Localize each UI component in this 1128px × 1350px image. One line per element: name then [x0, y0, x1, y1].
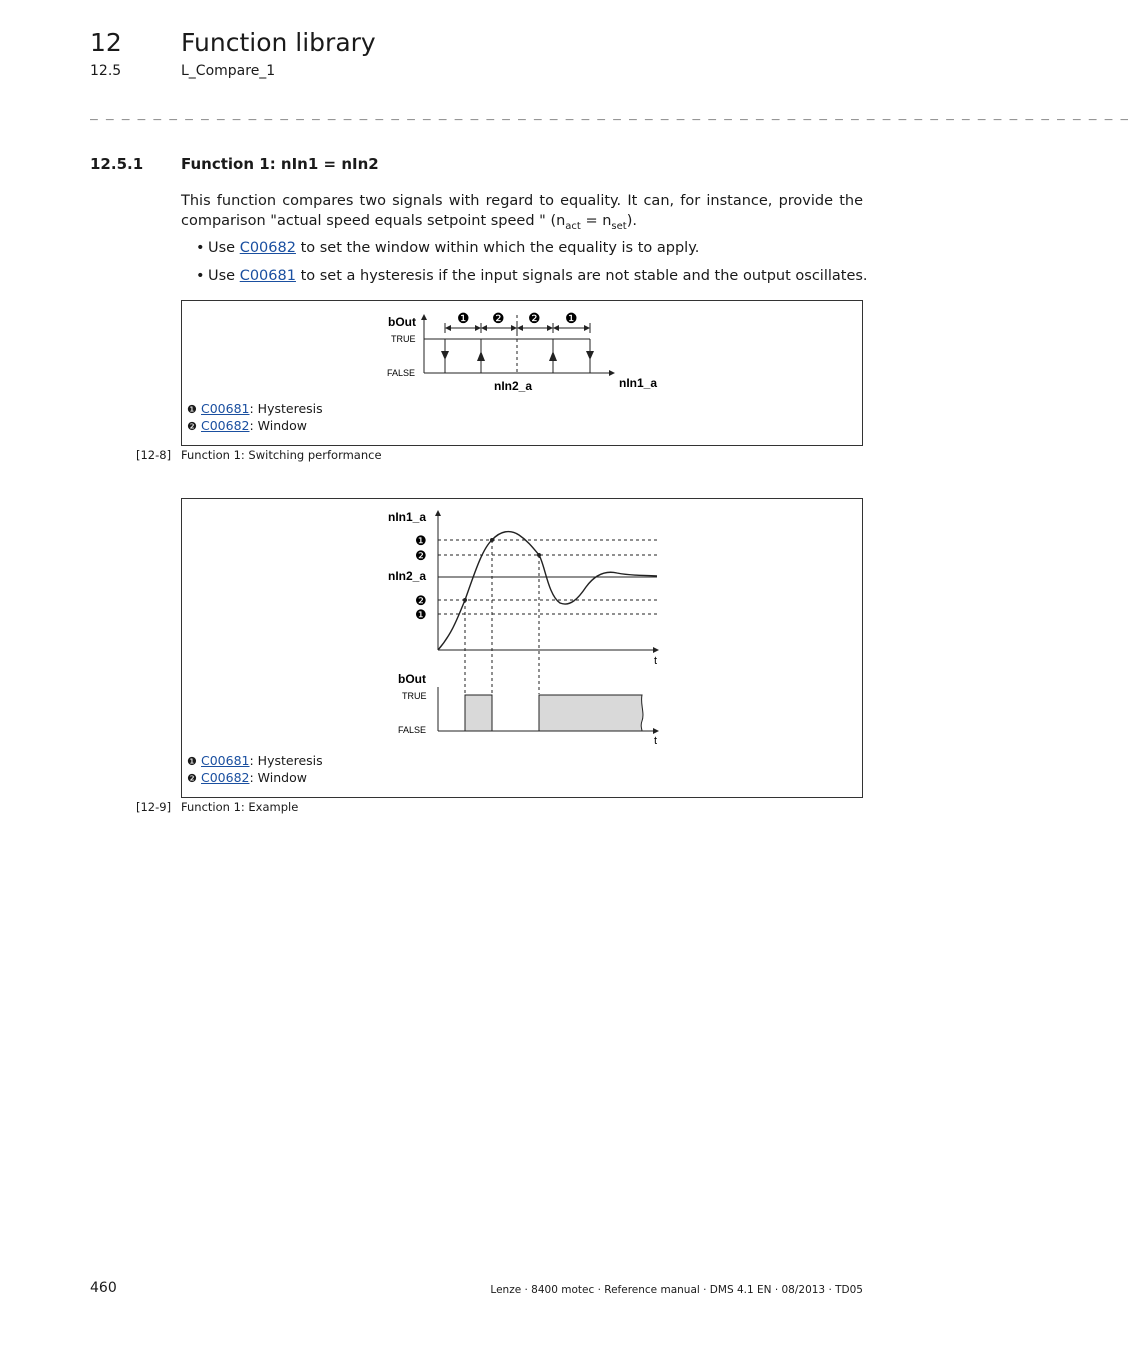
fig2-marker-2-bottom: ❷	[415, 593, 427, 608]
fig2-marker-2-top: ❷	[415, 548, 427, 563]
figure-2-caption-number: [12-9]	[136, 800, 172, 814]
fig1-legend-item	[187, 401, 323, 416]
bullet-item	[196, 240, 699, 256]
chapter-title: Function library	[181, 28, 376, 57]
figure-2-box	[181, 498, 863, 798]
fig2-marker-1-top: ❶	[415, 533, 427, 548]
link-c00681[interactable]: C00681	[201, 401, 250, 416]
fig1-true-label: TRUE	[391, 334, 416, 344]
intro-sub-set: set	[611, 220, 627, 232]
intro-text-c: ).	[626, 213, 637, 229]
subsection-number: 12.5.1	[90, 155, 144, 173]
legend-text: : Window	[249, 770, 307, 785]
header-rule: _ _ _ _ _ _ _ _ _ _ _ _ _ _ _ _ _ _ _ _ _ _ _ _ _ _ _ _ _ _ _ _ _ _ _ _ _ _ _ _ _ _ _ _ _ _ _ _ _ _ _ _ _ _ _ _ _ _ _ _ _ _ _ _ _ _	[90, 106, 1128, 121]
intro-paragraph	[181, 191, 863, 237]
fig2-t-label-bottom: t	[654, 735, 658, 747]
legend-marker-2: ❷	[187, 772, 197, 785]
fig2-crossing-dots	[463, 538, 541, 602]
fig2-t-label: t	[654, 655, 658, 667]
fig1-marker-1: ❶	[565, 310, 578, 326]
page-number: 460	[90, 1280, 117, 1296]
link-c00681[interactable]: C00681	[201, 753, 250, 768]
bullet-item	[196, 268, 868, 284]
legend-marker-2: ❷	[187, 420, 197, 433]
fig1-false-label: FALSE	[387, 368, 416, 378]
fig2-false-label: FALSE	[398, 725, 427, 735]
legend-marker-1: ❶	[187, 755, 197, 768]
fig2-nin1-label: nIn1_a	[388, 510, 427, 524]
bullet-post: to set the window within which the equality is to apply.	[295, 240, 700, 256]
fig1-axes	[424, 315, 614, 373]
fig1-nin1-label: nIn1_a	[619, 376, 658, 390]
fig2-projection-lines	[465, 540, 539, 694]
fig1-bout-label: bOut	[388, 315, 416, 329]
fig1-marker-2: ❷	[492, 310, 505, 326]
fig2-marker-1-bottom: ❶	[415, 607, 427, 622]
legend-text: : Hysteresis	[249, 753, 323, 768]
link-c00682[interactable]: C00682	[239, 240, 296, 256]
section-number: 12.5	[90, 63, 122, 79]
section-title: L_Compare_1	[181, 63, 276, 79]
intro-text-a: This function compares two signals with regard to equality. It can, for instance, provide the comparison "actual speed equals setpoint speed " (n	[181, 193, 863, 229]
fig2-nin2-label: nIn2_a	[388, 569, 427, 583]
fig1-marker-1: ❶	[457, 310, 470, 326]
figure-2-caption-text: Function 1: Example	[181, 800, 299, 814]
legend-text: : Hysteresis	[249, 401, 323, 416]
fig2-nin1-curve	[438, 532, 657, 650]
document-info: Lenze · 8400 motec · Reference manual · DMS 4.1 EN · 08/2013 · TD05	[490, 1284, 863, 1296]
chapter-number: 12	[90, 28, 122, 57]
fig2-pulse-2	[539, 695, 643, 731]
intro-text-b: = n	[580, 213, 612, 229]
link-c00681[interactable]: C00681	[239, 268, 296, 284]
fig2-legend-item	[187, 753, 323, 768]
subsection-title: Function 1: nIn1 = nIn2	[181, 155, 379, 173]
link-c00682[interactable]: C00682	[201, 770, 250, 785]
figure-1-caption-number: [12-8]	[136, 448, 172, 462]
intro-sub-act: act	[565, 220, 581, 232]
fig1-hysteresis-loop	[424, 339, 590, 373]
fig2-pulse-1	[465, 695, 492, 731]
fig2-bout-label: bOut	[398, 672, 426, 686]
figure-1-caption-text: Function 1: Switching performance	[181, 448, 382, 462]
fig1-marker-2: ❷	[528, 310, 541, 326]
link-c00682[interactable]: C00682	[201, 418, 250, 433]
bullet-post: to set a hysteresis if the input signals are not stable and the output oscillates.	[295, 268, 868, 284]
fig2-true-label: TRUE	[402, 691, 427, 701]
bullet-pre: Use	[208, 240, 240, 256]
fig2-legend-item	[187, 770, 307, 785]
bullet-dot: •	[196, 240, 205, 256]
legend-text: : Window	[249, 418, 307, 433]
figure-1-box	[181, 300, 863, 446]
bullet-dot: •	[196, 268, 205, 284]
fig1-nin2-label: nIn2_a	[494, 379, 533, 393]
bullet-pre: Use	[208, 268, 240, 284]
legend-marker-1: ❶	[187, 403, 197, 416]
fig1-legend-item	[187, 418, 307, 433]
